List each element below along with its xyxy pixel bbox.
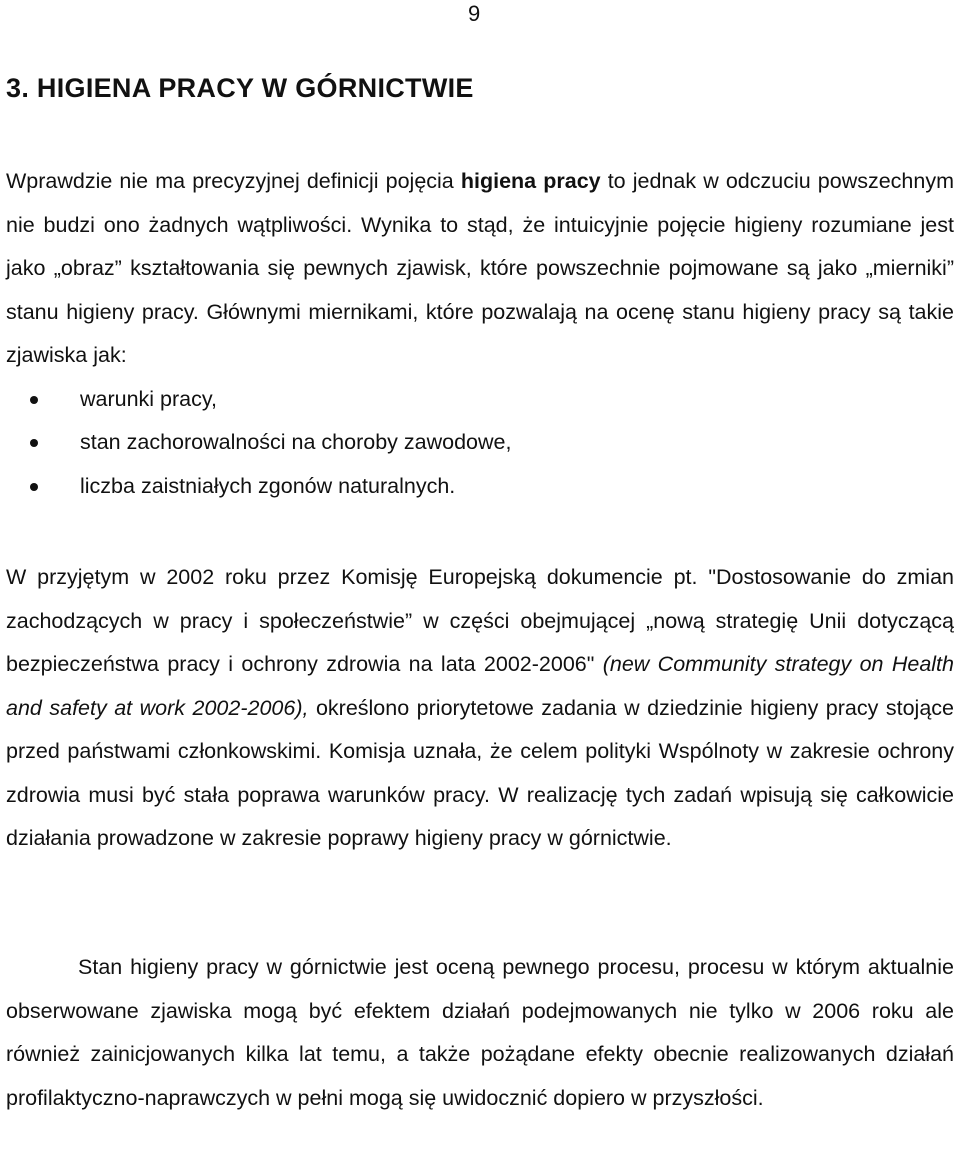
bullet-dot-icon <box>30 439 38 447</box>
bullet-dot-icon <box>30 483 38 491</box>
indicator-list <box>6 378 954 509</box>
list-item: warunki pracy, <box>6 378 954 422</box>
paragraph-definition-text <box>6 160 954 378</box>
paragraph-assessment-text <box>6 946 954 1120</box>
paragraph-strategy <box>6 556 954 861</box>
paragraph-definition <box>6 160 954 508</box>
page-number: 9 <box>468 1 481 26</box>
paragraph1-text2: to jednak w odczuciu powszechnym nie budzi ono żadnych wątpliwości. Wynika to stąd, że intuicyjnie pojęcie higieny rozumiane jest jako „obraz” kształtowania się pewnych zjawisk, które powszechnie pojmowane są jako „mierniki” stanu higieny pracy. Głównymi miernikami, które pozwalają na ocenę stanu higieny pracy są takie zjawiska jak: <box>6 169 954 367</box>
paragraph1-bold-term: higiena pracy <box>460 169 601 193</box>
section-heading: 3. HIGIENA PRACY W GÓRNICTWIE <box>6 73 474 103</box>
paragraph3-text: Stan higieny pracy w górnictwie jest oceną pewnego procesu, procesu w którym aktualnie obserwowane zjawiska mogą być efektem działań podejmowanych nie tylko w 2006 roku ale również zainicjowanych kilka lat temu, a także pożądane efekty obecnie realizowanych działań profilaktyczno-naprawczych w pełni mogą się uwidocznić dopiero w przyszłości. <box>6 955 954 1110</box>
paragraph2-italic-title: (new Community strategy on Health and safety at work 2002-2006), <box>6 652 954 720</box>
list-item: stan zachorowalności na choroby zawodowe, <box>6 421 954 465</box>
bullet-dot-icon <box>30 396 38 404</box>
paragraph2-text1: W przyjętym w 2002 roku przez Komisję Europejską dokumencie pt. "Dostosowanie do zmian zachodzących w pracy i społeczeństwie” w części obejmującej „nową strategię Unii dotyczącą bezpieczeństwa pracy i ochrony zdrowia na lata 2002-2006" <box>6 565 954 676</box>
paragraph-strategy-text <box>6 556 954 861</box>
paragraph1-text1: Wprawdzie nie ma precyzyjnej definicji pojęcia <box>6 169 461 193</box>
paragraph-assessment <box>6 946 954 1120</box>
paragraph2-text2: określono priorytetowe zadania w dziedzinie higieny pracy stojące przed państwami członkowskimi. Komisja uznała, że celem polityki Wspólnoty w zakresie ochrony zdrowia musi być stała poprawa warunków pracy. W realizację tych zadań wpisują się całkowicie działania prowadzone w zakresie poprawy higieny pracy w górnictwie. <box>6 695 954 850</box>
list-item: liczba zaistniałych zgonów naturalnych. <box>6 465 954 509</box>
